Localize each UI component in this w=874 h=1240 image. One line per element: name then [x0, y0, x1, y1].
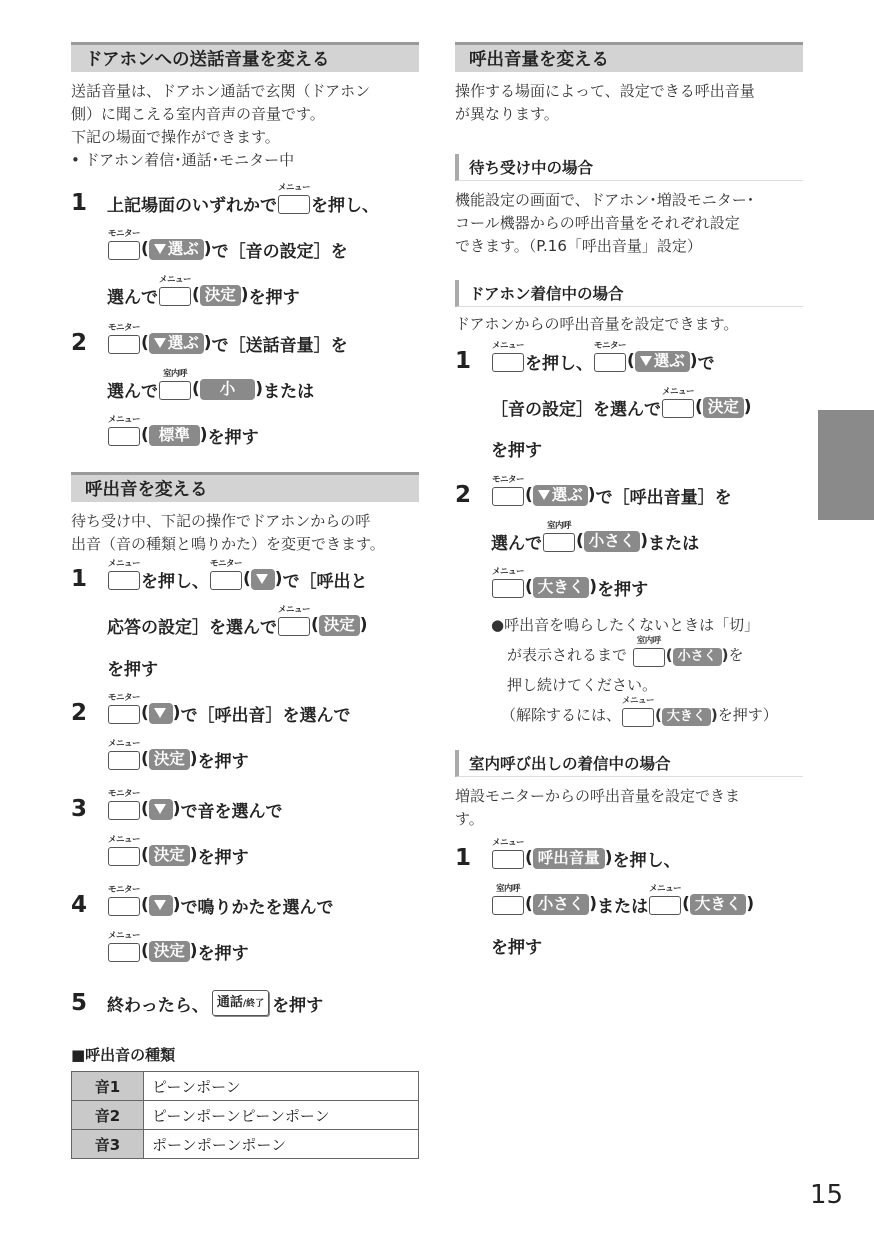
step-text: または [648, 533, 700, 554]
indoor-call-button: 室内呼 [492, 894, 524, 914]
bullet-item: • ドアホン着信･通話･モニター中 [71, 151, 295, 169]
monitor-button: モニター [210, 569, 242, 589]
subsection-title-indoor-call: 室内呼び出しの着信中の場合 [455, 750, 803, 777]
menu-button: メニュー [108, 749, 140, 769]
step-text: または [597, 896, 649, 917]
step-number: 1 [455, 348, 472, 374]
note-line: 押し続けてください。 [507, 676, 658, 694]
decide-key-label: 決定 [319, 615, 360, 636]
text-line: 待ち受け中、下記の操作でドアホンからの呼 [71, 512, 371, 530]
table-row [72, 1072, 419, 1101]
step-1: 1 メニュー を押し、 モニター ( ) で［呼出と 応答の設定］を選んで メニュー ( 決定 ) を押す [71, 556, 419, 686]
note-line: が表示されるまで [507, 646, 628, 664]
down-arrow-icon [149, 895, 173, 916]
step-1: 1 上記場面のいずれかで メニュー を押し、 モニター ( 選ぶ ) で［音の設定］を 選んで メニュー ( 決定 ) を押す [71, 180, 419, 318]
talk-end-key: 通話/終了 [212, 990, 269, 1016]
text-line: 増設モニターからの呼出音量を設定できま [455, 787, 741, 805]
down-arrow-icon [251, 569, 275, 590]
note-line: を押す） [717, 706, 778, 724]
doorphone-call-description: ドアホンからの呼出音量を設定できます。 [455, 315, 739, 333]
menu-button: メニュー [492, 577, 524, 597]
text-line: す。 [455, 810, 484, 828]
tone-name: 音2 [72, 1101, 144, 1130]
step-number: 1 [71, 190, 88, 216]
menu-button: メニュー [108, 845, 140, 865]
menu-button: メニュー [492, 351, 524, 371]
note-line: （解除するには、 [501, 706, 622, 724]
section-title-ring-tone: 呼出音を変える [71, 472, 419, 502]
small-key-label: 小 [200, 379, 256, 400]
step-text: で鳴りかたを選んで [180, 897, 334, 918]
step-text: で［呼出と [282, 571, 368, 592]
right-column [455, 42, 803, 963]
step-text: を押し、 [311, 195, 379, 216]
step-number: 1 [71, 566, 88, 592]
step-text: を押し、 [525, 353, 593, 374]
text-line: 出音（音の種類と鳴りかた）を変更できます。 [71, 535, 385, 553]
step-text: で [697, 353, 715, 374]
quiet-key-label: 小さく [584, 531, 641, 552]
step-number: 4 [71, 892, 88, 918]
talk-volume-description [71, 80, 419, 172]
loud-key-label: 大きく [662, 708, 711, 726]
standard-key-label: 標準 [149, 425, 200, 446]
step-text: 選んで [107, 287, 158, 308]
step-4: 4 モニター ( ) で鳴りかたを選んで メニュー ( 決定 ) を押す [71, 882, 419, 974]
loud-key-label: 大きく [690, 894, 747, 915]
decide-key-label: 決定 [149, 845, 190, 866]
menu-button: メニュー [108, 569, 140, 589]
step-text: で［呼出音量］を [595, 487, 732, 508]
tone-description: ポーンポーンポーン [144, 1130, 419, 1159]
tone-name: 音3 [72, 1130, 144, 1159]
loud-key-label: 大きく [533, 577, 590, 598]
step-text: を押す [207, 427, 259, 448]
chapter-tab [818, 410, 874, 520]
step-text: 選んで [107, 381, 158, 402]
quiet-key-label: 小さく [533, 894, 590, 915]
tone-description: ピーンポーン [144, 1072, 419, 1101]
select-key-label: 選ぶ [635, 351, 690, 372]
step-2: 2 モニター ( ) で［呼出音］を選んで メニュー ( 決定 ) を押す [71, 690, 419, 782]
decide-key-label: 決定 [149, 749, 190, 770]
text-line: 操作する場面によって、設定できる呼出音量 [455, 82, 755, 100]
down-arrow-icon [149, 703, 173, 724]
step-number: 3 [71, 796, 88, 822]
tone-table-heading: ■呼出音の種類 [71, 1046, 176, 1064]
step-text: を押す [597, 579, 649, 600]
text-line: コール機器からの呼出音量をそれぞれ設定 [455, 214, 740, 232]
page-number: 15 [810, 1180, 844, 1210]
monitor-button: モニター [594, 351, 626, 371]
step-text: で［呼出音］を選んで [180, 705, 351, 726]
indoor-call-description [455, 785, 803, 831]
text-line: 側）に聞こえる室内音声の音量です。 [71, 105, 325, 123]
menu-button: メニュー [622, 706, 654, 726]
section-title-ring-volume: 呼出音量を変える [455, 42, 803, 72]
indoor-call-button: 室内呼 [159, 379, 191, 399]
step-text: を押す [491, 937, 542, 958]
step-text: 選んで [491, 533, 542, 554]
step-text: ［音の設定］を選んで [491, 399, 661, 420]
section-title-talk-volume: ドアホンへの送話音量を変える [71, 42, 419, 72]
step-text: で［音の設定］を [211, 241, 348, 262]
step-text: で音を選んで [180, 801, 283, 822]
step-text: 上記場面のいずれかで [107, 195, 277, 216]
select-key-label: 選ぶ [149, 239, 204, 260]
menu-button: メニュー [108, 941, 140, 961]
step-2: 2 モニター ( 選ぶ ) で［呼出音量］を 選んで 室内呼 ( 小さく ) または メニュー ( 大きく ) を押す ●呼出音を鳴らしたくないときは「切」 が表示されるまで 室内呼 ( 小さく )を 押し続けてください。 （解除するには、 メニュー ( 大きく )を押す） [455, 472, 803, 730]
step-number: 5 [71, 990, 88, 1016]
monitor-button: モニター [108, 239, 140, 259]
step-text: を押す [197, 847, 249, 868]
monitor-button: モニター [492, 485, 524, 505]
step-text: で［送話音量］を [211, 335, 348, 356]
ring-volume-key-label: 呼出音量 [533, 848, 605, 869]
text-line: できます。（P.16「呼出音量」設定） [455, 237, 702, 255]
text-line: 送話音量は、ドアホン通話で玄関（ドアホン [71, 82, 371, 100]
note-line: を [728, 646, 744, 664]
note-line: ●呼出音を鳴らしたくないときは「切」 [491, 616, 760, 634]
quiet-key-label: 小さく [673, 648, 722, 666]
step-text: または [263, 381, 315, 402]
monitor-button: モニター [108, 703, 140, 723]
monitor-button: モニター [108, 799, 140, 819]
table-row [72, 1101, 419, 1130]
step-text: を押す [197, 751, 249, 772]
step-number: 2 [71, 330, 88, 356]
tone-name: 音1 [72, 1072, 144, 1101]
step-1: 1 メニュー ( 呼出音量 ) を押し、 室内呼 ( 小さく ) または メニュー ( 大きく ) を押す [455, 835, 803, 963]
standby-description [455, 189, 803, 258]
step-number: 1 [455, 845, 472, 871]
indoor-call-button: 室内呼 [543, 531, 575, 551]
text-line: が異なります。 [455, 105, 559, 123]
step-text: を押す [272, 995, 324, 1016]
menu-button: メニュー [108, 425, 140, 445]
select-key-label: 選ぶ [149, 333, 204, 354]
decide-key-label: 決定 [149, 941, 190, 962]
step-text: を押す [107, 659, 158, 680]
step-text: を押し、 [612, 850, 681, 871]
indoor-call-button: 室内呼 [633, 646, 665, 666]
subsection-title-standby: 待ち受け中の場合 [455, 154, 803, 181]
monitor-button: モニター [108, 333, 140, 353]
step-text: 終わったら、 [107, 995, 209, 1016]
step-2: 2 モニター ( 選ぶ ) で［送話音量］を 選んで 室内呼 ( 小 ) または メニュー ( 標準 ) を押す [71, 320, 419, 458]
step-number: 2 [455, 482, 472, 508]
step-text: を押す [197, 943, 249, 964]
decide-key-label: 決定 [200, 285, 241, 306]
step-text: を押す [248, 287, 300, 308]
ring-volume-description [455, 80, 803, 126]
step-1: 1 メニュー を押し、 モニター ( 選ぶ ) で ［音の設定］を選んで メニュー ( 決定 ) を押す [455, 338, 803, 466]
step-5 [71, 980, 419, 1026]
step-text: を押し、 [141, 571, 209, 592]
text-line: 機能設定の画面で、ドアホン･増設モニター･ [455, 191, 755, 209]
decide-key-label: 決定 [703, 397, 744, 418]
tone-description: ピーンポーンピーンポーン [144, 1101, 419, 1130]
menu-button: メニュー [492, 848, 524, 868]
subsection-title-doorphone-call: ドアホン着信中の場合 [455, 280, 803, 307]
menu-button: メニュー [662, 397, 694, 417]
step-number: 2 [71, 700, 88, 726]
step-3: 3 モニター ( ) で音を選んで メニュー ( 決定 ) を押す [71, 786, 419, 878]
mute-note: ●呼出音を鳴らしたくないときは「切」 が表示されるまで 室内呼 ( 小さく )を 押し続けてください。 （解除するには、 メニュー ( 大きく )を押す） [491, 610, 803, 730]
menu-button: メニュー [159, 285, 191, 305]
tone-table [71, 1071, 419, 1159]
step-text: 応答の設定］を選んで [107, 617, 277, 638]
menu-button: メニュー [278, 615, 310, 635]
table-row [72, 1130, 419, 1159]
left-column [71, 42, 419, 1159]
text-line: 下記の場面で操作ができます。 [71, 128, 280, 146]
select-key-label: 選ぶ [533, 485, 588, 506]
step-text: を押す [491, 440, 542, 461]
menu-button: メニュー [649, 894, 681, 914]
down-arrow-icon [149, 799, 173, 820]
ring-tone-description [71, 510, 419, 556]
menu-button: メニュー [278, 193, 310, 213]
monitor-button: モニター [108, 895, 140, 915]
